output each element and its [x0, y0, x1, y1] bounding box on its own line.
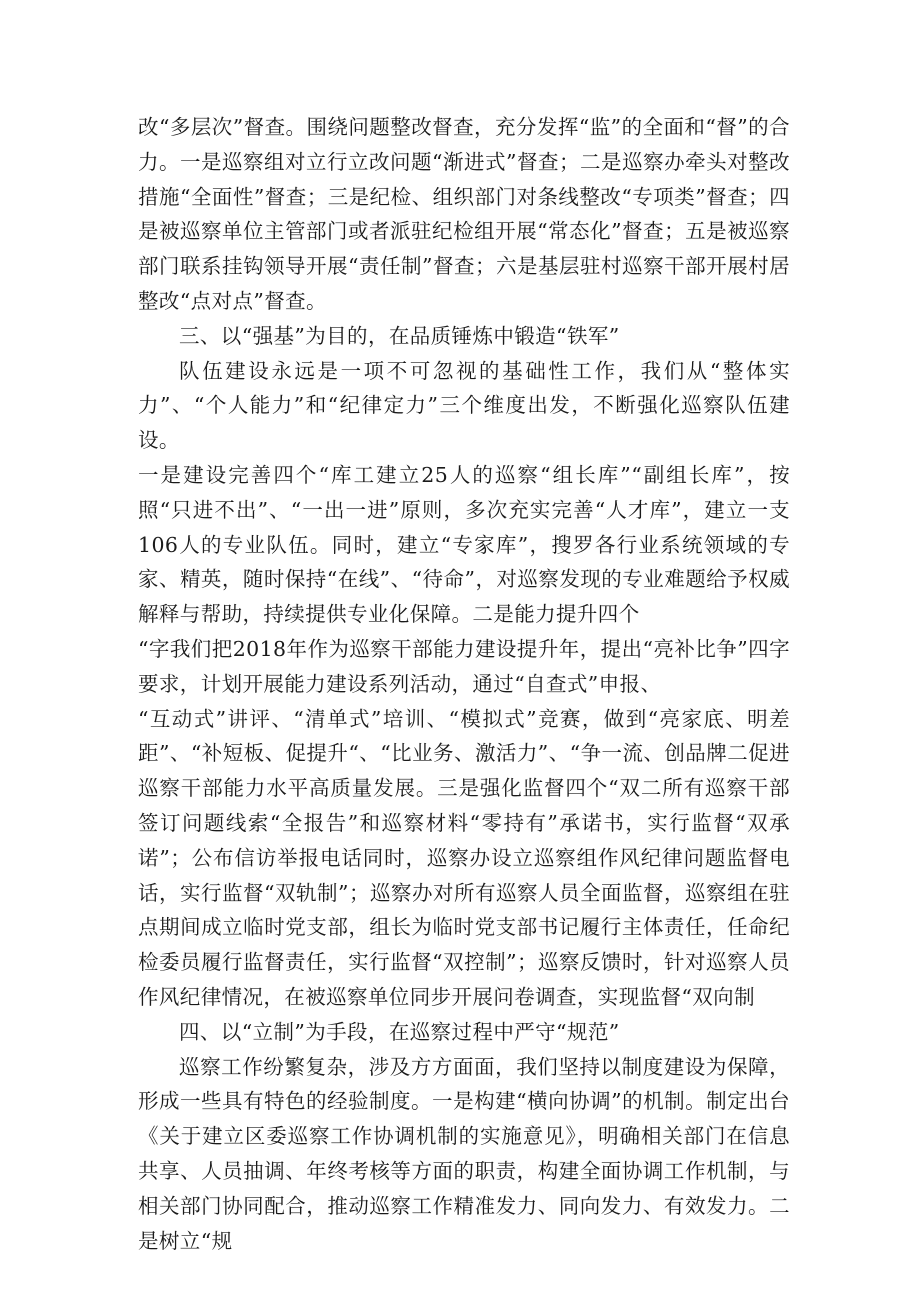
paragraph-supervision: 改“多层次”督查。围绕问题整改督查，充分发挥“监”的全面和“督”的合力。一是巡察组对立行立改问题“渐进式”督查；二是巡察办牵头对整改措施“全面性”督查；三是纪检、组织部门对条线整改“专项类”督查；四是被巡察单位主管部门或者派驻纪检组开展“常态化”督查；五是被巡察部门联系挂钩领导开展“责任制”督查；六是基层驻村巡察干部开展村居整改“点对点”督查。 — [138, 115, 790, 313]
paragraph-interactive-review: “互动式”讲评、“清单式”培训、“模拟式”竞赛，做到“亮家底、明差距”、“补短板、促提升“、“比业务、激活力”、“争一流、创品牌二促进巡察干部能力水平高质量发展。三是强化监督四个“双二所有巡察干部签订问题线索“全报告”和巡察材料“零持有”承诺书，实行监督“双承诺”；公布信访举报电话同时，巡察办设立巡察组作风纪律问题监督电话，实行监督“双轨制”；巡察办对所有巡察人员全面监督，巡察组在驻点期间成立临时党支部，组长为临时党支部书记履行主体责任，任命纪检委员履行监督责任，实行监督“双控制”；巡察反馈时，针对巡察人员作风纪律情况，在被巡察单位同步开展问卷调查，实现监督“双向制 — [138, 706, 790, 1009]
paragraph-four-libraries: 一是建设完善四个“库工建立25人的巡察“组长库”“副组长库”，按照“只进不出”、“一出一进”原则，多次充实完善“人才库”，建立一支106人的专业队伍。同时，建立“专家库”，搜罗各行业系统领域的专家、精英，随时保持“在线”、“待命”，对巡察发现的专业难题给予权威解释与帮助，持续提供专业化保障。二是能力提升四个 — [138, 462, 790, 627]
section-heading-four: 四、以“立制”为手段，在巡察过程中严守“规范” — [179, 1019, 620, 1044]
section-heading-three: 三、以“强基”为目的，在品质锤炼中锻造“铁军” — [179, 323, 620, 348]
document-body — [138, 110, 790, 1258]
paragraph-team-building: 队伍建设永远是一项不可忽视的基础性工作，我们从“整体实力”、“个人能力”和“纪律定力”三个维度出发，不断强化巡察队伍建设。 — [138, 358, 790, 453]
paragraph-capability-year: “字我们把2018年作为巡察干部能力建设提升年，提出“亮补比争”四字要求，计划开展能力建设系列活动，通过“自查式”申报、 — [138, 636, 790, 696]
paragraph-institution-building: 巡察工作纷繁复杂，涉及方方面面，我们坚持以制度建设为保障，形成一些具有特色的经验制度。一是构建“横向协调”的机制。制定出台《关于建立区委巡察工作协调机制的实施意见》，明确相关部门在信息共享、人员抽调、年终考核等方面的职责，构建全面协调工作机制，与相关部门协同配合，推动巡察工作精准发力、同向发力、有效发力。二是树立“规 — [138, 1054, 790, 1253]
